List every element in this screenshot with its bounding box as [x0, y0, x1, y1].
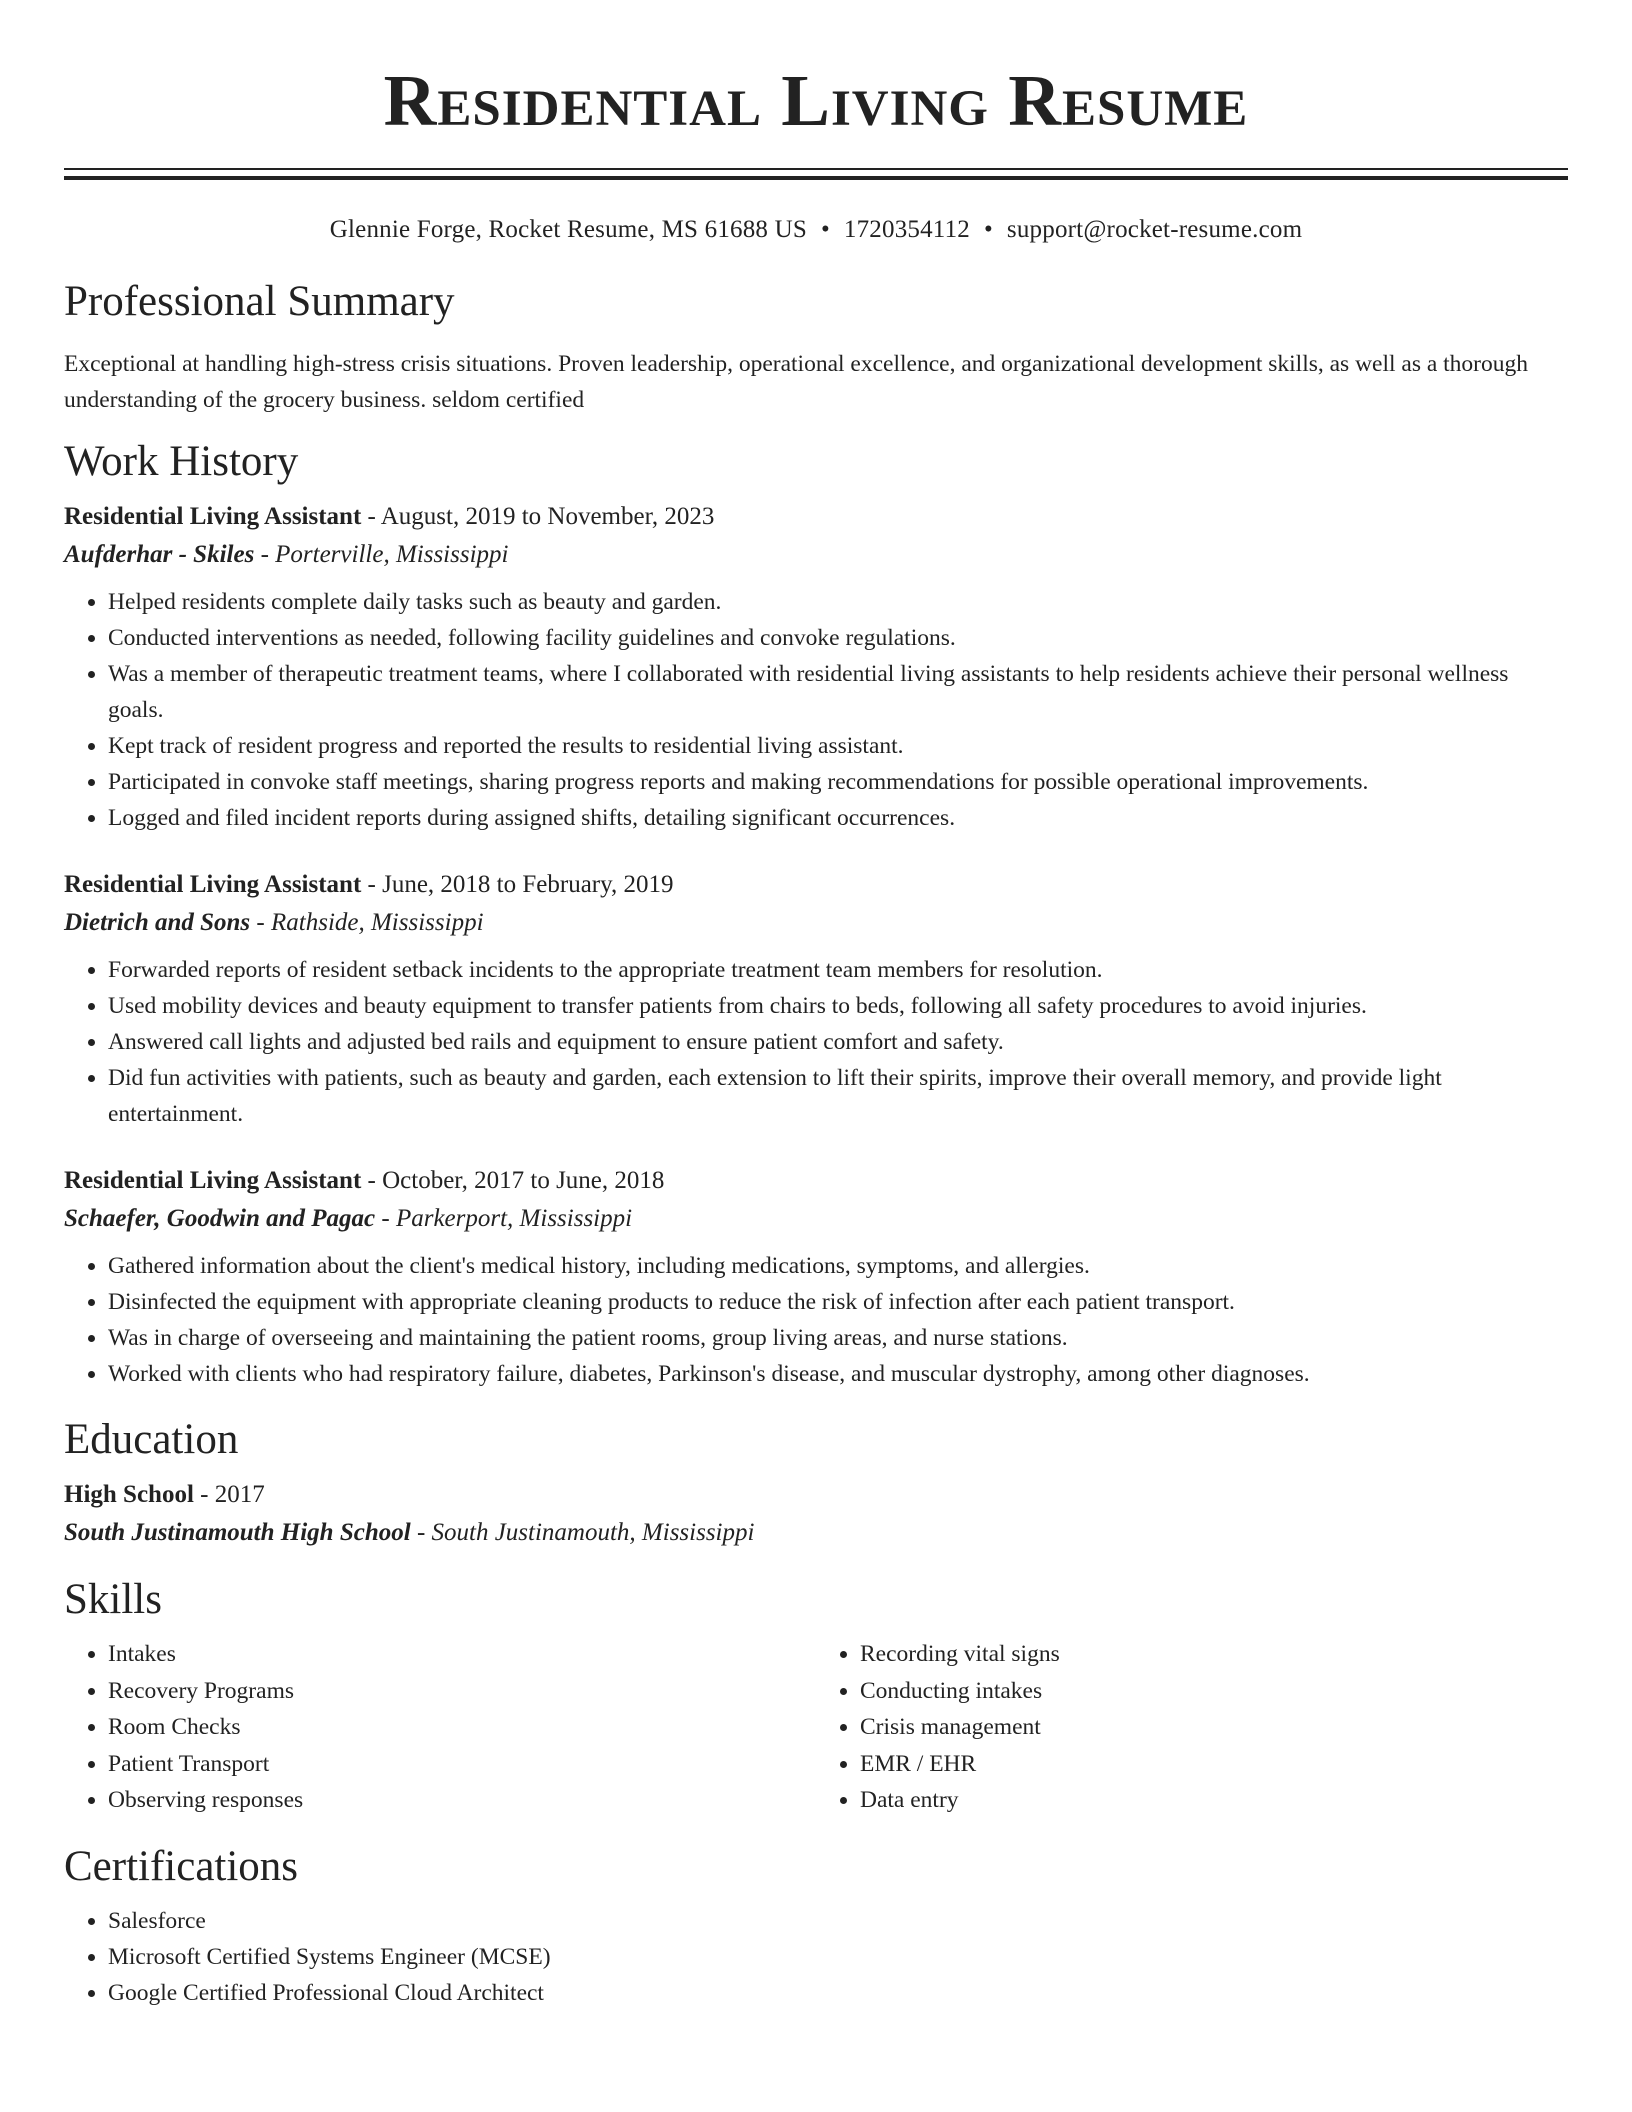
skill-item: • Crisis management — [860, 1709, 1568, 1746]
contact-separator: • — [820, 216, 830, 243]
section-heading-education: Education — [64, 1416, 239, 1463]
job-title: Residential Living Assistant — [64, 503, 362, 530]
employer-line — [64, 904, 1568, 942]
list-item: • Was in charge of overseeing and maintaining the patient rooms, group living areas, and nurse stations. — [108, 1320, 1568, 1356]
list-item: • Used mobility devices and beauty equipment to transfer patients from chairs to beds, following all safety procedures to avoid injuries. — [108, 988, 1568, 1024]
list-item: • Worked with clients who had respiratory failure, diabetes, Parkinson's disease, and muscular dystrophy, among other diagnoses. — [108, 1356, 1568, 1392]
certification-item: • Salesforce — [108, 1903, 1568, 1939]
employer-line — [64, 1200, 1568, 1238]
section-heading-certifications: Certifications — [64, 1842, 299, 1890]
employer-name: Dietrich and Sons — [64, 909, 251, 936]
employer-line — [64, 536, 1568, 574]
job-bullets — [64, 952, 1568, 1132]
job-title-line — [64, 1162, 1568, 1200]
employer-location: - Parkerport, Mississippi — [375, 1205, 633, 1232]
skills-column-left — [64, 1636, 816, 1819]
list-item: • Helped residents complete daily tasks such as beauty and garden. — [108, 584, 1568, 620]
school-location: - South Justinamouth, Mississippi — [410, 1519, 755, 1546]
job-bullets — [64, 1248, 1568, 1392]
job-dates: - October, 2017 to June, 2018 — [361, 1167, 665, 1194]
job-bullets — [64, 584, 1568, 836]
section-heading-summary: Professional Summary — [64, 278, 455, 325]
job-dates: - June, 2018 to February, 2019 — [361, 871, 674, 898]
skill-item: • Patient Transport — [108, 1746, 816, 1783]
skills-grid — [64, 1636, 1568, 1819]
degree-name: High School — [64, 1481, 194, 1508]
degree-line — [64, 1476, 1568, 1514]
skill-item: • Intakes — [108, 1636, 816, 1673]
list-item: • Was a member of therapeutic treatment teams, where I collaborated with residential living assistants to help residents achieve their personal wellness goals. — [108, 656, 1568, 728]
job-entry — [64, 866, 1568, 1132]
skill-item: • Recording vital signs — [860, 1636, 1568, 1673]
contact-address: Glennie Forge, Rocket Resume, MS 61688 US — [329, 216, 807, 243]
title-divider-thin — [64, 168, 1568, 170]
job-title-line — [64, 866, 1568, 904]
list-item: • Participated in convoke staff meetings, sharing progress reports and making recommendations for possible operational improvements. — [108, 764, 1568, 800]
skill-item: • Observing responses — [108, 1782, 816, 1819]
resume-content — [64, 0, 1568, 2011]
skill-item: • Data entry — [860, 1782, 1568, 1819]
employer-name: Schaefer, Goodwin and Pagac — [64, 1205, 376, 1232]
skill-item: • Recovery Programs — [108, 1673, 816, 1710]
section-heading-work-history: Work History — [64, 438, 299, 485]
employer-name: Aufderhar - Skiles — [64, 541, 255, 568]
graduation-year: - 2017 — [193, 1481, 265, 1508]
certification-item: • Google Certified Professional Cloud Architect — [108, 1975, 1568, 2011]
contact-email: support@rocket-resume.com — [1006, 216, 1303, 243]
job-title-line — [64, 498, 1568, 536]
employer-location: - Rathside, Mississippi — [250, 909, 484, 936]
contact-phone: 1720354112 — [843, 216, 970, 243]
list-item: • Logged and filed incident reports during assigned shifts, detailing significant occurrences. — [108, 800, 1568, 836]
employer-location: - Porterville, Mississippi — [254, 541, 509, 568]
list-item: • Kept track of resident progress and reported the results to residential living assistant. — [108, 728, 1568, 764]
contact-separator: • — [983, 216, 993, 243]
list-item: • Did fun activities with patients, such as beauty and garden, each extension to lift their spirits, improve their overall memory, and provide light entertainment. — [108, 1060, 1568, 1132]
education-entry — [64, 1476, 1568, 1552]
list-item: • Gathered information about the client's medical history, including medications, symptoms, and allergies. — [108, 1248, 1568, 1284]
resume-title: Residential Living Resume — [383, 60, 1249, 141]
skill-item: • EMR / EHR — [860, 1746, 1568, 1783]
section-heading-skills: Skills — [64, 1576, 162, 1623]
list-item: • Disinfected the equipment with appropriate cleaning products to reduce the risk of infection after each patient transport. — [108, 1284, 1568, 1320]
job-title: Residential Living Assistant — [64, 1167, 362, 1194]
job-entry — [64, 1162, 1568, 1392]
list-item: • Conducted interventions as needed, following facility guidelines and convoke regulations. — [108, 620, 1568, 656]
job-title: Residential Living Assistant — [64, 871, 362, 898]
summary-text: Exceptional at handling high-stress crisis situations. Proven leadership, operational excellence, and organizational development skills, as well as a thorough understanding of the grocery business. seldom certified — [64, 351, 1529, 413]
list-item: • Answered call lights and adjusted bed rails and equipment to ensure patient comfort and safety. — [108, 1024, 1568, 1060]
certification-item: • Microsoft Certified Systems Engineer (MCSE) — [108, 1939, 1568, 1975]
skills-column-right — [816, 1636, 1568, 1819]
contact-line — [64, 214, 1568, 246]
skill-item: • Room Checks — [108, 1709, 816, 1746]
school-line — [64, 1514, 1568, 1552]
certifications-list — [64, 1903, 1568, 2011]
school-name: South Justinamouth High School — [64, 1519, 411, 1546]
job-dates: - August, 2019 to November, 2023 — [361, 503, 715, 530]
skill-item: • Conducting intakes — [860, 1673, 1568, 1710]
list-item: • Forwarded reports of resident setback incidents to the appropriate treatment team members for resolution. — [108, 952, 1568, 988]
title-divider-thick — [64, 176, 1568, 180]
job-entry — [64, 498, 1568, 836]
